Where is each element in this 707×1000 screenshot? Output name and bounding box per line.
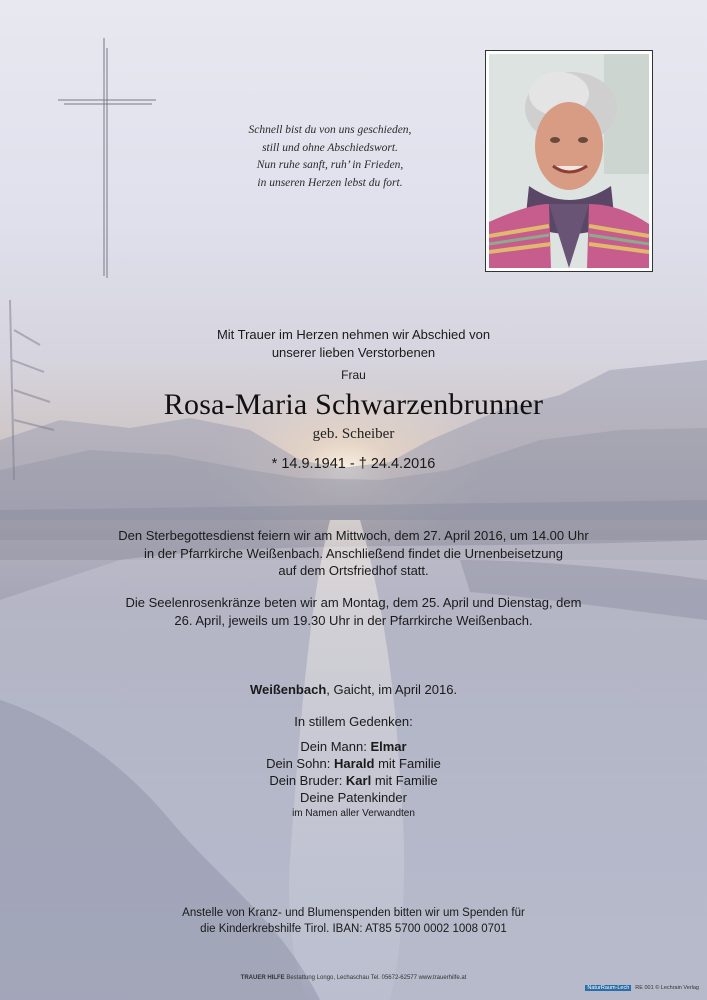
life-dates: * 14.9.1941 - † 24.4.2016 <box>271 456 436 472</box>
poem-line-3: Nun ruhe sanft, ruh’ in Frieden, <box>256 159 404 171</box>
intro-line-2: unserer lieben Verstorbenen <box>271 345 436 360</box>
naturraum-badge: NaturRaum-Lech <box>587 985 630 991</box>
intro-text <box>0 326 707 362</box>
brother-suffix: mit Familie <box>371 773 438 788</box>
intro-line-1: Mit Trauer im Herzen nehmen wir Abschied von <box>216 327 491 342</box>
mourners-list <box>0 738 707 822</box>
salutation: Frau <box>341 368 366 382</box>
poem-line-2: still und ohne Abschiedswort. <box>262 141 398 154</box>
portrait-photo <box>489 54 649 268</box>
mourners-heading: In stillem Gedenken: <box>294 714 413 729</box>
son-name: Harald <box>334 756 375 771</box>
place-rest: , Gaicht, im April 2016. <box>326 682 458 697</box>
cross-icon <box>58 38 156 278</box>
service-line-2: in der Pfarrkirche Weißenbach. Anschließend findet die Urnenbeisetzung <box>144 545 563 561</box>
donation-line-1: Anstelle von Kranz- und Blumenspenden bitten wir um Spenden für <box>182 907 525 919</box>
mourner-brother <box>0 772 707 789</box>
place-date-line <box>0 682 707 697</box>
mourner-son <box>0 755 707 772</box>
footer-contact: Bestattung Longo, Lechaschau Tel. 05672-62577 www.trauerhilfe.at <box>284 975 467 981</box>
funeral-home-footer <box>0 975 707 981</box>
husband-label: Dein Mann: <box>300 739 371 754</box>
funeral-service-paragraph <box>0 527 707 580</box>
service-line-1: Den Sterbegottesdienst feiern wir am Mittwoch, dem 27. April 2016, um 14.00 Uhr <box>118 528 589 543</box>
publisher-label: © Lechrain Verlag <box>655 985 699 991</box>
code-label: RE 001 <box>635 985 654 991</box>
mourner-husband <box>0 738 707 755</box>
son-suffix: mit Familie <box>374 756 441 771</box>
rosary-line-2: 26. April, jeweils um 19.30 Uhr in der Pfarrkirche Weißenbach. <box>174 612 533 628</box>
brother-label: Dein Bruder: <box>269 773 346 788</box>
deceased-name: Rosa-Maria Schwarzenbrunner <box>163 388 544 421</box>
poem-line-4: in unseren Herzen lebst du fort. <box>257 176 403 189</box>
mourner-relatives: im Namen aller Verwandten <box>292 808 415 819</box>
rosary-line-1: Die Seelenrosenkränze beten wir am Montag, dem 25. April und Dienstag, dem <box>125 595 582 610</box>
footer-brand: TRAUER HILFE <box>240 975 285 981</box>
portrait-photo-frame <box>485 50 653 272</box>
brother-name: Karl <box>345 773 372 788</box>
service-line-3: auf dem Ortsfriedhof statt. <box>278 563 429 578</box>
rosary-paragraph <box>0 594 707 629</box>
memorial-poem <box>220 122 440 192</box>
donation-request <box>0 905 707 937</box>
donation-line-2: die Kinderkrebshilfe Tirol. IBAN: AT85 5700 0002 1008 0701 <box>200 923 507 935</box>
place-town: Weißenbach <box>249 682 327 697</box>
husband-name: Elmar <box>370 739 407 754</box>
birth-name: geb. Scheiber <box>312 426 395 442</box>
son-label: Dein Sohn: <box>266 756 334 771</box>
mourner-godchildren: Deine Patenkinder <box>300 790 407 805</box>
publisher-info <box>585 985 699 991</box>
poem-line-1: Schnell bist du von uns geschieden, <box>248 124 412 136</box>
